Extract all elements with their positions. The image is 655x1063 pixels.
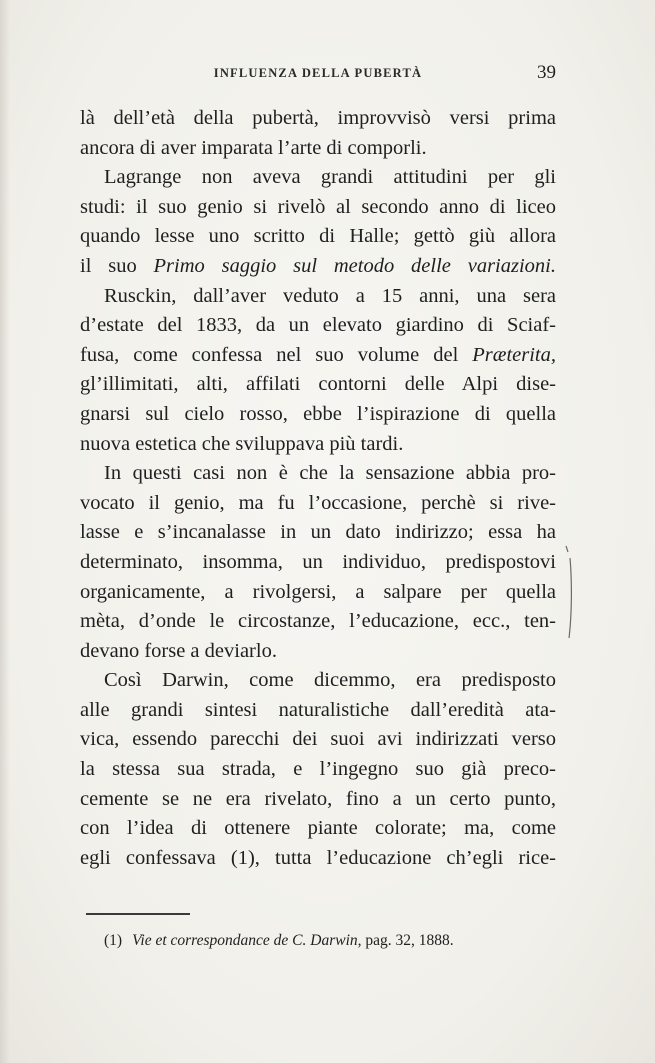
paragraph-3 [80, 282, 556, 460]
text-line: là dell’età della pubertà, improvvisò versi prima [80, 107, 556, 129]
line-prefix: il suo [80, 254, 154, 277]
text-line: cemente se ne era rivelato, fino a un certo punto, [80, 787, 556, 810]
line-prefix: fusa, come confessa nel suo volume del [80, 343, 473, 366]
text-line: alle grandi sintesi naturalistiche dall’eredità ata- [80, 698, 556, 721]
paragraph-4 [80, 459, 556, 666]
text-line: nuova estetica che sviluppava più tardi. [80, 432, 404, 455]
margin-pencil-mark [560, 544, 580, 640]
footnote-reference: pag. 32, 1888. [361, 932, 454, 949]
text-line: con l’idea di ottenere piante colorate; ma, come [80, 817, 556, 840]
paragraph-2 [80, 163, 556, 281]
text-line: studi: il suo genio si rivelò al secondo anno di liceo [80, 195, 556, 218]
text-line: d’estate del 1833, da un elevato giardino di Sciaf- [80, 314, 556, 337]
text-line: devano forse a deviarlo. [80, 639, 277, 662]
paragraph-1 [80, 104, 556, 163]
page-edge-shadow [0, 0, 10, 1063]
footnote-title-italic: Vie et correspondance de C. Darwin, [132, 932, 362, 949]
text-line [80, 252, 556, 282]
body-text [80, 104, 556, 873]
footnote [104, 932, 454, 950]
text-line: egli confessava (1), tutta l’educazione ch’egli rice- [80, 846, 556, 869]
text-line: quando lesse uno scritto di Halle; gettò giù allora [80, 225, 556, 248]
book-title-italic: Primo saggio sul metodo delle variazioni. [153, 254, 556, 277]
paragraph-5 [80, 666, 556, 873]
text-line: lasse e s’incanalasse in un dato indirizzo; essa ha [80, 521, 556, 544]
text-line: ancora di aver imparata l’arte di comporli. [80, 136, 427, 159]
text-line: In questi casi non è che la sensazione abbia pro- [104, 462, 556, 485]
text-line: Così Darwin, come dicemmo, era predisposto [104, 669, 556, 692]
running-title: INFLUENZA DELLA PUBERTÀ [213, 66, 423, 80]
text-line: mèta, d’onde le circostanze, l’educazione, ecc., ten- [80, 610, 556, 633]
page-header [80, 62, 556, 88]
text-line: Rusckin, dall’aver veduto a 15 anni, una sera [104, 284, 556, 307]
text-line: gl’illimitati, alti, affilati contorni delle Alpi dise- [80, 373, 556, 396]
text-line [80, 341, 556, 371]
footnote-number: (1) [104, 932, 123, 949]
text-line: gnarsi sul cielo rosso, ebbe l’ispirazione di quella [80, 402, 556, 425]
book-title-italic: Præterita, [472, 343, 556, 366]
text-line: la stessa sua strada, e l’ingegno suo già preco- [80, 758, 556, 781]
text-line: determinato, insomma, un individuo, predispostovi [80, 550, 556, 573]
text-line: Lagrange non aveva grandi attitudini per gli [104, 166, 556, 189]
footnote-rule [86, 913, 190, 915]
text-line: vocato il genio, ma fu l’occasione, perchè si rive- [80, 491, 556, 514]
text-line: vica, essendo parecchi dei suoi avi indirizzati verso [80, 728, 556, 751]
text-line: organicamente, a rivolgersi, a salpare per quella [80, 580, 556, 603]
page-number: 39 [537, 62, 556, 83]
